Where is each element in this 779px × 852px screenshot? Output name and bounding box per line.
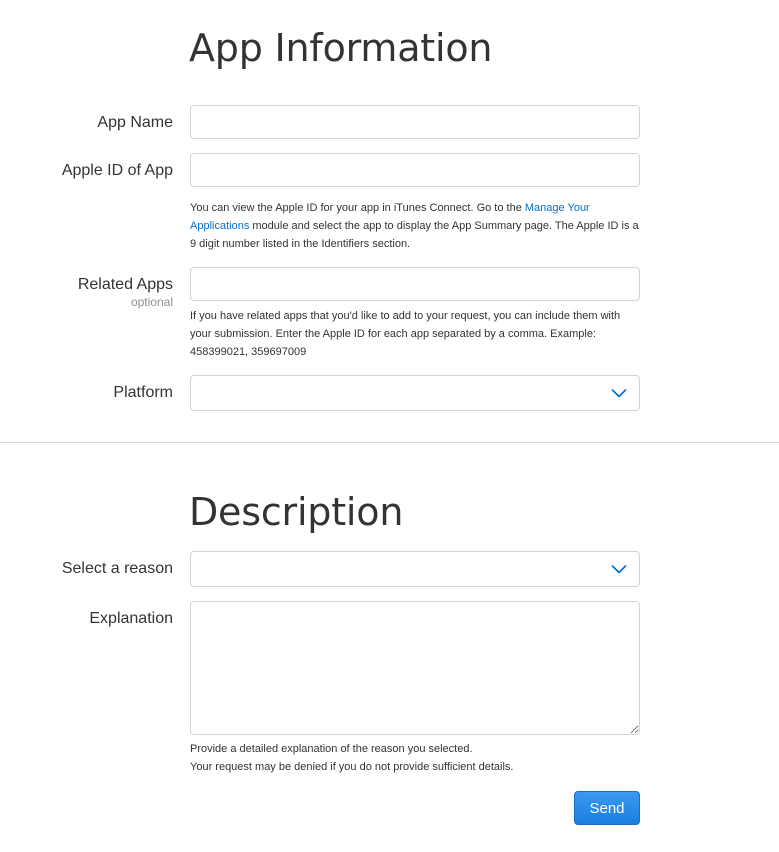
platform-label: Platform bbox=[113, 384, 173, 401]
description-title: Description bbox=[189, 490, 404, 534]
app-name-field[interactable] bbox=[190, 105, 640, 139]
send-button[interactable]: Send bbox=[574, 791, 640, 825]
section-divider bbox=[0, 442, 779, 443]
explanation-help bbox=[190, 740, 642, 776]
related-apps-field[interactable] bbox=[190, 267, 640, 301]
apple-id-help-text-1: You can view the Apple ID for your app in iTunes Connect. Go to the bbox=[190, 202, 525, 214]
reason-label: Select a reason bbox=[61, 560, 173, 577]
app-name-label: App Name bbox=[97, 114, 173, 131]
reason-select[interactable] bbox=[190, 551, 640, 587]
related-apps-optional-label: optional bbox=[130, 295, 173, 309]
apple-id-label: Apple ID of App bbox=[61, 162, 173, 179]
platform-select[interactable] bbox=[190, 375, 640, 411]
app-information-title: App Information bbox=[189, 26, 493, 70]
related-apps-label: Related Apps bbox=[77, 276, 173, 293]
explanation-textarea[interactable] bbox=[190, 601, 640, 735]
chevron-down-icon bbox=[611, 562, 627, 576]
explanation-help-line-2: Your request may be denied if you do not provide sufficient details. bbox=[190, 761, 514, 773]
apple-id-field[interactable] bbox=[190, 153, 640, 187]
explanation-help-line-1: Provide a detailed explanation of the reason you selected. bbox=[190, 743, 473, 755]
explanation-label: Explanation bbox=[89, 610, 173, 627]
apple-id-help bbox=[190, 199, 642, 253]
chevron-down-icon bbox=[611, 386, 627, 400]
related-apps-help: If you have related apps that you'd like to add to your request, you can include them with your submission. Enter the Apple ID for each app separated by a comma. Example: 458399021, 359697009 bbox=[190, 310, 621, 358]
apple-id-help-text-2: module and select the app to display the App Summary page. The Apple ID is a 9 digit number listed in the Identifiers section. bbox=[190, 220, 639, 250]
manage-your-applications-link[interactable]: Manage Your Applications bbox=[190, 202, 590, 232]
